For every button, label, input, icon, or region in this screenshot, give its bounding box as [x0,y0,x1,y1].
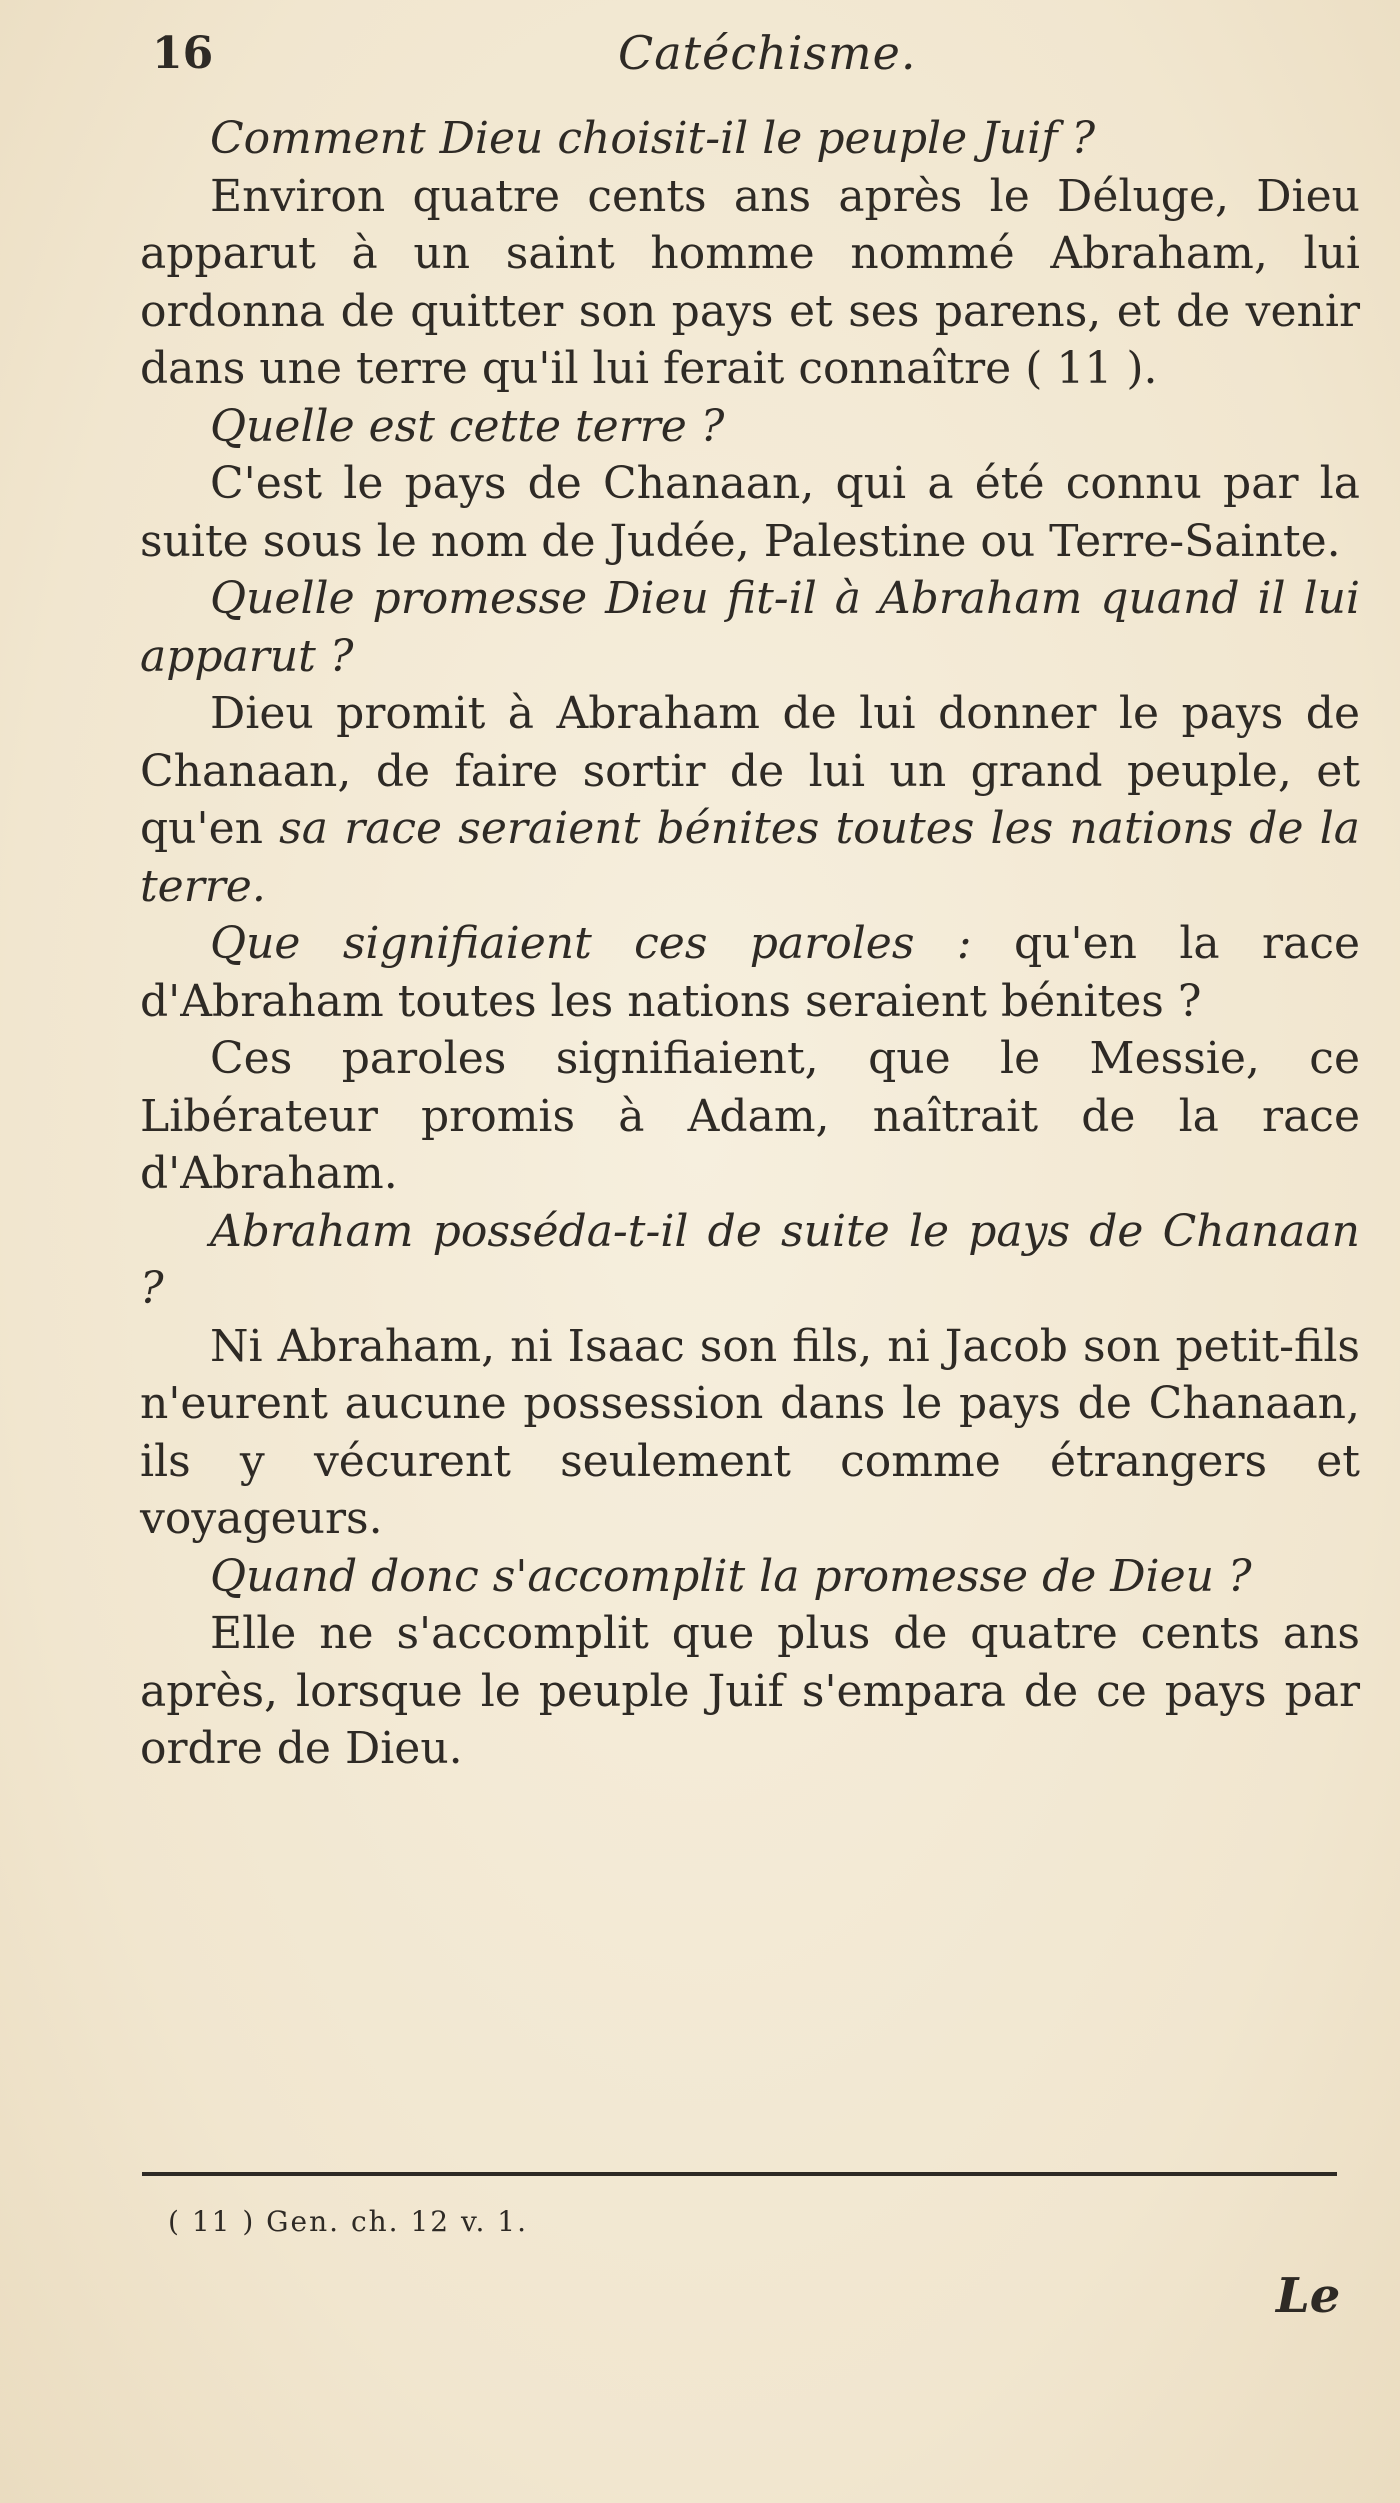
question-3: Quelle promesse Dieu fit-il à Abraham quand il lui apparut ? [140,573,1360,682]
catchword: Le [1276,2268,1341,2324]
answer-6: Elle ne s'accomplit que plus de quatre cents ans après, lorsque le peuple Juif s'empara de ce pays par ordre de Dieu. [140,1608,1360,1774]
footnote-rule [142,2172,1337,2176]
question-6: Quand donc s'accomplit la promesse de Dieu ? [210,1550,1252,1602]
answer-3 [140,685,1360,915]
question-4 [140,915,1360,1030]
answer-4: Ces paroles signifiaient, que le Messie, ce Libérateur promis à Adam, naîtrait de la race d'Abraham. [140,1033,1360,1199]
question-4-text: Que signifiaient ces paroles : [210,918,972,969]
catechism-text [140,110,1360,1778]
answer-5: Ni Abraham, ni Isaac son fils, ni Jacob son petit-fils n'eurent aucune possession dans le pays de Chanaan, ils y vécurent seulement comme étrangers et voyageurs. [140,1320,1360,1544]
question-4-plain: qu'en la race d'Abraham toutes les nations seraient bénites ? [140,918,1360,1027]
answer-3-text: Dieu promit à Abraham de lui donner le pays de Chanaan, de faire sortir de lui un grand peuple, et qu'en [140,688,1360,854]
page-header [0,24,1400,84]
question-2: Quelle est cette terre ? [210,400,725,452]
page-number: 16 [152,28,214,79]
running-title: Catéchisme. [618,26,917,80]
question-5: Abraham posséda-t-il de suite le pays de Chanaan ? [140,1205,1360,1314]
answer-3-italic: sa race seraient bénites toutes les nations de la terre. [140,803,1360,912]
question-1: Comment Dieu choisit-il le peuple Juif ? [210,113,1096,164]
answer-2: C'est le pays de Chanaan, qui a été connu par la suite sous le nom de Judée, Palestine ou Terre-Sainte. [140,458,1360,567]
answer-1: Environ quatre cents ans après le Déluge, Dieu apparut à un saint homme nommé Abraham, lui ordonna de quitter son pays et ses parens, et de venir dans une terre qu'il lui ferait connaître ( 11 ). [140,170,1360,394]
footnote: ( 11 ) Gen. ch. 12 v. 1. [168,2205,529,2238]
